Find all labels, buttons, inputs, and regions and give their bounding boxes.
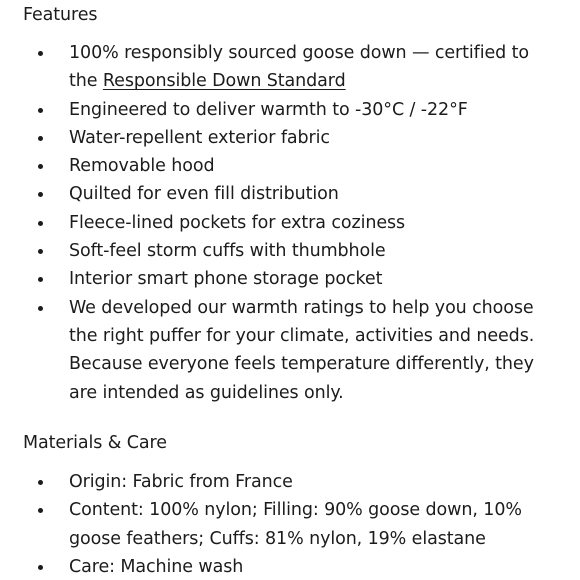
feature-text: Water-repellent exterior fabric [69,127,330,148]
features-list-item [0,124,580,152]
features-heading: Features [23,5,98,25]
features-list-item [0,265,580,293]
feature-text: Fleece-lined pockets for extra coziness [69,212,406,233]
material-text: Care: Machine wash [69,556,244,577]
bullet-icon [38,306,43,311]
features-list-item [0,96,580,124]
features-list-item [0,180,580,208]
materials-list-item [0,496,580,553]
bullet-icon [38,508,43,513]
features-list-item [0,39,567,96]
features-list-item [0,294,580,407]
bullet-icon [38,221,43,226]
feature-text: We developed our warmth ratings to help you choose the right puffer for your climate, activities and needs. Because everyone feels temperature differently, they are intended as guidelines only. [69,297,535,403]
features-list-item [0,209,580,237]
features-list-item [0,152,580,180]
feature-text: Quilted for even fill distribution [69,184,339,205]
bullet-icon [38,277,43,282]
bullet-icon [38,565,43,570]
feature-text: Interior smart phone storage pocket [69,269,383,290]
material-text: Origin: Fabric from France [69,472,293,492]
materials-care-heading: Materials & Care [23,433,167,453]
materials-list [0,468,580,580]
bullet-icon [38,136,43,141]
bullet-icon [38,192,43,197]
features-list-item [0,237,580,265]
feature-text: Removable hood [69,156,215,177]
materials-list-item [0,553,580,580]
feature-text: Soft-feel storm cuffs with thumbhole [69,241,386,262]
features-list [0,39,580,407]
bullet-icon [38,249,43,254]
bullet-icon [38,480,43,485]
responsible-down-standard-link[interactable]: Responsible Down Standard [102,71,346,92]
bullet-icon [38,108,43,113]
bullet-icon [38,51,43,56]
feature-text: Engineered to deliver warmth to -30°C / -22°F [69,99,468,120]
bullet-icon [38,164,43,169]
materials-list-item [0,468,580,496]
material-text: Content: 100% nylon; Filling: 90% goose down, 10% goose feathers; Cuffs: 81% nylon, 19% elastane [69,500,522,549]
feature-text: 100% responsibly sourced goose down — certified to the [69,43,529,92]
